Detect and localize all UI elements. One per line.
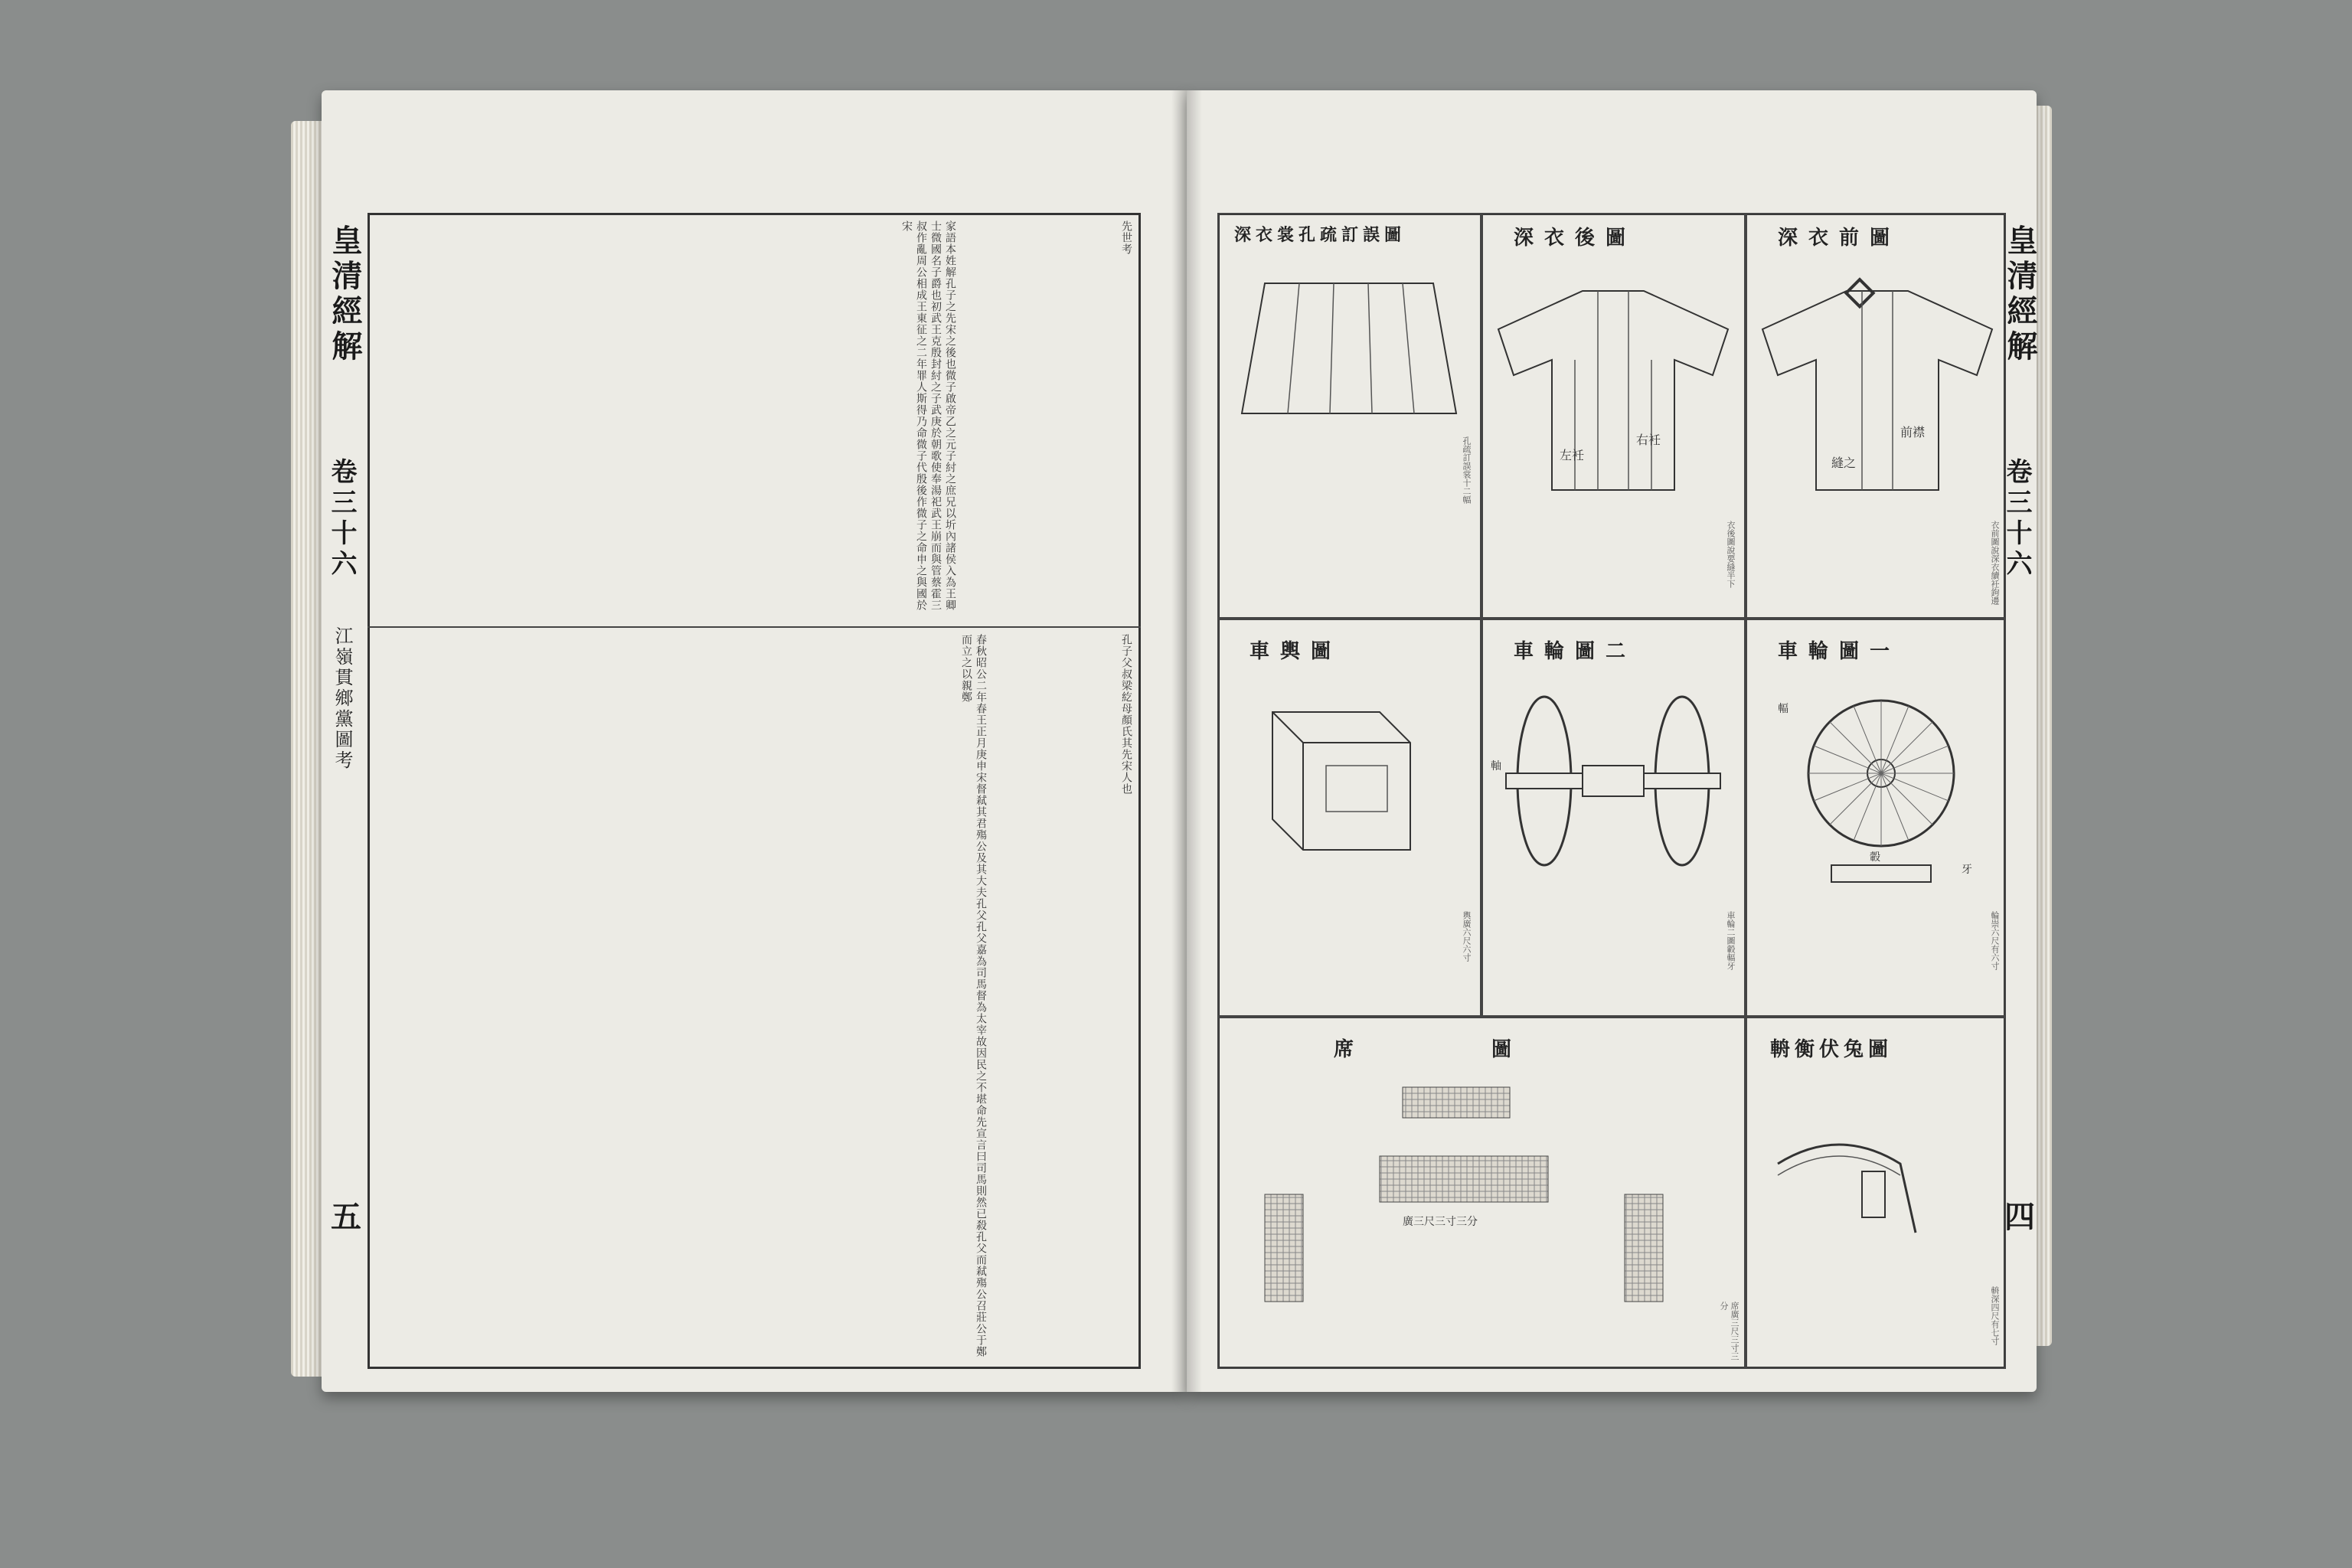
figure-title-shaft-yoke: 輈衡伏兔圖 [1770, 1038, 1893, 1061]
deep-robe-back-drawing [1483, 260, 1743, 513]
wheel-front-view-drawing [1747, 681, 2000, 903]
right-page [1187, 90, 2037, 1392]
label-left-gusset-back: 左衽 [1560, 448, 1585, 462]
figure-caption-wheel-2: 車輪二圖轂輻牙 [1726, 911, 1736, 970]
figure-caption-deep-robe-back: 衣後圖說要縫半下 [1726, 521, 1736, 588]
left-text-bottom-aux: 孔子父叔梁紇母顏氏其先宋人也 [1120, 634, 1132, 795]
left-author-line: 江嶺貫鄉黨圖考 [332, 626, 353, 771]
left-text-top: 家語本姓解孔子之先宋之後也微子啟帝乙之元子紂之庶兄以圻內諸侯入為王卿士微國名子爵也初武王克殷封紂之子武庚於朝歌使奉湯祀武王崩而與管蔡霍三叔作亂周公相成王東征之二年罪人斯得乃命微子代殷後作微子之命申之與國於宋 [900, 220, 956, 611]
right-page-number: 四 [2004, 1199, 2035, 1235]
figure-caption-wheel-1: 輪崇六尺有六寸 [1990, 911, 2000, 970]
left-text-bottom: 春秋昭公二年春王正月庚申宋督弒其君殤公及其大夫孔父孔父嘉為司馬督為太宰故因民之不堪命先宣言曰司馬則然已殺孔父而弒殤公召莊公于鄭而立之以親鄭 [960, 634, 987, 1357]
right-volume-label: 卷三十六 [2001, 458, 2032, 580]
right-running-head: 皇清經解 [2002, 224, 2038, 365]
left-page-number: 五 [331, 1199, 361, 1235]
label-seam: 縫之 [1831, 456, 1857, 470]
label-right-gusset-back: 右衽 [1636, 433, 1661, 447]
label-rim: 牙 [1962, 864, 1972, 876]
figure-caption-carriage-box: 輿廣六尺六寸 [1462, 911, 1472, 962]
figure-title-wheel-2: 車輪圖二 [1514, 640, 1637, 663]
label-axle: 軸 [1491, 760, 1501, 773]
figure-cell-mat [1217, 1017, 1746, 1369]
figure-title-deep-robe-skirt: 深衣裳孔疏訂誤圖 [1234, 225, 1406, 245]
figure-caption-deep-robe-front: 衣前圖說深衣續衽鉤邊 [1990, 521, 2000, 605]
left-volume-label: 卷三十六 [326, 458, 357, 580]
label-hub: 轂 [1870, 851, 1880, 864]
shaft-yoke-drawing [1747, 1080, 2000, 1279]
deep-robe-front-drawing [1747, 260, 2000, 513]
figure-cell-shaft-yoke [1746, 1017, 2006, 1369]
figure-cell-deep-robe-skirt [1217, 213, 1481, 619]
wheel-side-view-drawing [1483, 681, 1743, 903]
open-book [291, 90, 2052, 1507]
figure-caption-shaft-yoke: 輈深四尺有七寸 [1990, 1286, 2000, 1345]
figure-cell-carriage-box [1217, 619, 1481, 1017]
left-page [322, 90, 1187, 1392]
label-mat-width: 廣三尺三寸三分 [1403, 1216, 1478, 1228]
figure-title-deep-robe-front: 深衣前圖 [1778, 227, 1901, 250]
figure-cell-wheel-1 [1746, 619, 2006, 1017]
figure-cell-deep-robe-front [1746, 213, 2006, 619]
figure-caption-mat: 席廣三尺三寸三分 [1719, 1302, 1740, 1361]
figure-caption-deep-robe-skirt: 孔疏訂誤裳十二幅 [1462, 436, 1472, 504]
left-page-divider [368, 626, 1141, 628]
figure-title-deep-robe-back: 深衣後圖 [1514, 227, 1637, 250]
figure-title-carriage-box: 車輿圖 [1250, 640, 1342, 663]
left-text-top-aux: 先世考 [1120, 220, 1132, 255]
label-spoke: 輻 [1778, 703, 1788, 715]
book-gutter [1171, 90, 1202, 1392]
carriage-box-drawing [1219, 681, 1479, 903]
mat-drawing [1219, 1072, 1740, 1302]
label-front-lapel: 前襟 [1900, 425, 1926, 439]
figure-cell-deep-robe-back [1481, 213, 1746, 619]
figure-title-wheel-1: 車輪圖一 [1778, 640, 1901, 663]
figure-title-mat: 席圖 [1334, 1038, 1650, 1061]
left-running-head: 皇清經解 [327, 224, 363, 365]
figure-cell-wheel-2 [1481, 619, 1746, 1017]
